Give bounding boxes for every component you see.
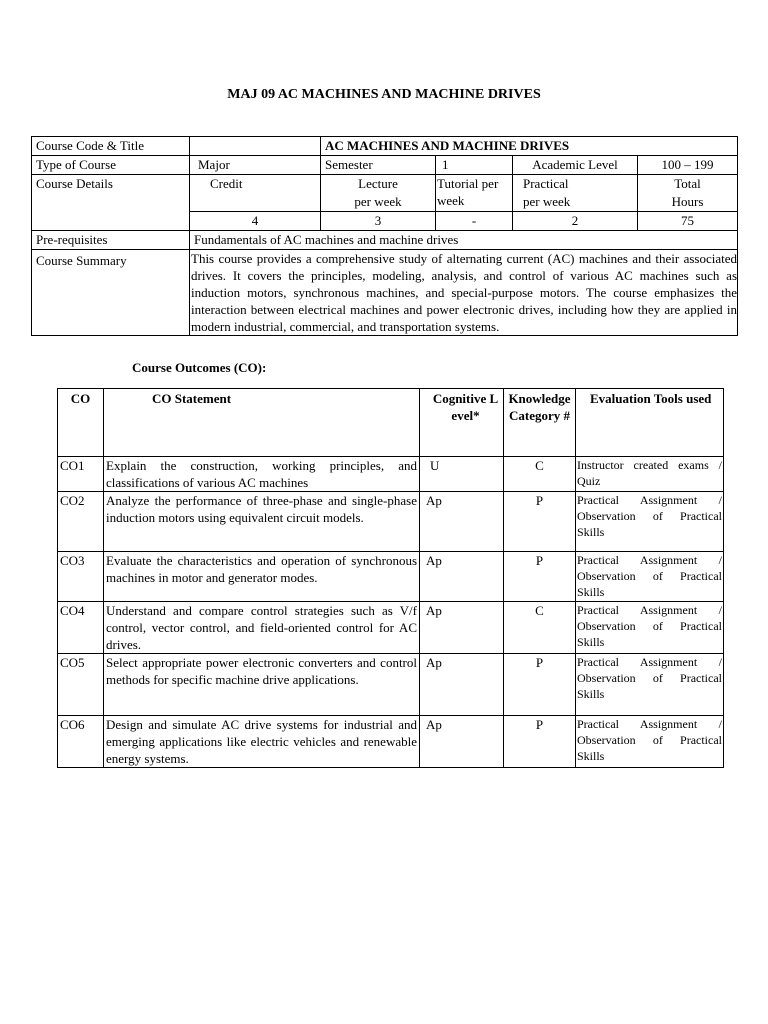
page-title: MAJ 09 AC MACHINES AND MACHINE DRIVES	[227, 87, 541, 102]
practical-label-line2: per week	[523, 194, 571, 209]
co-evaluation-tools: Practical Assignment / Observation of Practical Skills	[576, 716, 724, 768]
co-id: CO2	[58, 492, 104, 552]
co-statement: Explain the construction, working principles, and classifications of various AC machines	[104, 457, 420, 492]
co-cognitive-level: Ap	[420, 654, 504, 716]
tutorial-label-line2: week	[437, 193, 465, 208]
semester-label: Semester	[321, 156, 436, 175]
tutorial-label	[436, 175, 513, 212]
lecture-label-line1: Lecture	[358, 176, 398, 191]
co-statement: Understand and compare control strategies such as V/f control, vector control, and field-oriented control for AC drives.	[104, 602, 420, 654]
co-row	[58, 492, 724, 552]
co-statement: Analyze the performance of three-phase and single-phase induction motors using equivalent circuit models.	[104, 492, 420, 552]
practical-label-line1: Practical	[523, 176, 569, 191]
co-row	[58, 654, 724, 716]
knowledge-header: Knowledge Category #	[504, 389, 576, 457]
co-evaluation-tools: Practical Assignment / Observation of Practical Skills	[576, 654, 724, 716]
co-header-row	[58, 389, 724, 457]
statement-header: CO Statement	[104, 389, 420, 457]
type-row	[32, 156, 738, 175]
academic-level-value: 100 – 199	[638, 156, 738, 175]
prereq-label: Pre-requisites	[32, 231, 190, 250]
co-evaluation-tools: Practical Assignment / Observation of Practical Skills	[576, 602, 724, 654]
semester-value: 1	[436, 156, 513, 175]
academic-level-label: Academic Level	[513, 156, 638, 175]
credit-label: Credit	[190, 175, 321, 212]
co-statement: Evaluate the characteristics and operation of synchronous machines in motor and generator modes.	[104, 552, 420, 602]
co-knowledge-category: P	[504, 716, 576, 768]
course-outcomes-heading: Course Outcomes (CO):	[132, 360, 267, 375]
co-knowledge-category: C	[504, 457, 576, 492]
course-code-label: Course Code & Title	[32, 137, 190, 156]
details-header-row	[32, 175, 738, 212]
tools-header: Evaluation Tools used	[576, 389, 724, 457]
prereq-row	[32, 231, 738, 250]
lecture-label	[321, 175, 436, 212]
summary-label: Course Summary	[32, 250, 190, 336]
total-label	[638, 175, 738, 212]
practical-label	[513, 175, 638, 212]
co-row	[58, 457, 724, 492]
co-knowledge-category: P	[504, 552, 576, 602]
co-evaluation-tools: Practical Assignment / Observation of Practical Skills	[576, 552, 724, 602]
credit-value: 4	[190, 212, 321, 231]
co-row	[58, 552, 724, 602]
lecture-label-line2: per week	[354, 194, 402, 209]
co-cognitive-level: Ap	[420, 716, 504, 768]
type-value: Major	[190, 156, 321, 175]
co-row	[58, 716, 724, 768]
total-value: 75	[638, 212, 738, 231]
tutorial-label-line1: Tutorial per	[437, 176, 499, 191]
co-cognitive-level: Ap	[420, 602, 504, 654]
summary-row	[32, 250, 738, 336]
course-code-value	[190, 137, 321, 156]
co-knowledge-category: C	[504, 602, 576, 654]
co-id: CO1	[58, 457, 104, 492]
co-id: CO4	[58, 602, 104, 654]
course-title: AC MACHINES AND MACHINE DRIVES	[321, 137, 738, 156]
total-label-line1: Total	[674, 176, 701, 191]
cognitive-header: Cognitive Level*	[420, 389, 504, 457]
lecture-value: 3	[321, 212, 436, 231]
co-knowledge-category: P	[504, 492, 576, 552]
co-statement: Select appropriate power electronic converters and control methods for specific machine drive applications.	[104, 654, 420, 716]
co-cognitive-level: U	[420, 457, 504, 492]
tutorial-value: -	[436, 212, 513, 231]
course-code-row	[32, 137, 738, 156]
co-id: CO3	[58, 552, 104, 602]
type-label: Type of Course	[32, 156, 190, 175]
details-label: Course Details	[32, 175, 190, 231]
co-cognitive-level: Ap	[420, 492, 504, 552]
co-row	[58, 602, 724, 654]
co-evaluation-tools: Instructor created exams / Quiz	[576, 457, 724, 492]
co-cognitive-level: Ap	[420, 552, 504, 602]
course-info-table	[31, 136, 738, 336]
course-outcomes-table	[57, 388, 724, 768]
practical-value: 2	[513, 212, 638, 231]
prereq-value: Fundamentals of AC machines and machine drives	[190, 231, 738, 250]
co-knowledge-category: P	[504, 654, 576, 716]
co-id: CO6	[58, 716, 104, 768]
co-header: CO	[58, 389, 104, 457]
co-id: CO5	[58, 654, 104, 716]
total-label-line2: Hours	[671, 194, 704, 209]
co-statement: Design and simulate AC drive systems for industrial and emerging applications like electric vehicles and renewable energy systems.	[104, 716, 420, 768]
co-evaluation-tools: Practical Assignment / Observation of Practical Skills	[576, 492, 724, 552]
summary-value: This course provides a comprehensive study of alternating current (AC) machines and their associated drives. It covers the principles, modeling, analysis, and control of various AC machines such as induction motors, synchronous machines, and special-purpose motors. The course emphasizes the interaction between electrical machines and power electronic drives, including how they are applied in modern industrial, commercial, and transportation systems.	[191, 251, 738, 334]
